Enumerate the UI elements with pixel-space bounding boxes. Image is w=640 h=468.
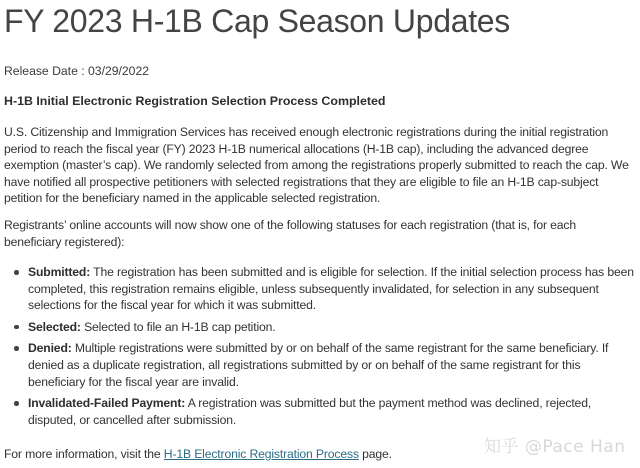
page-title: FY 2023 H-1B Cap Season Updates bbox=[4, 3, 510, 39]
more-info-line bbox=[4, 447, 392, 461]
status-description: Selected to file an H-1B cap petition. bbox=[80, 319, 276, 334]
bullet-icon bbox=[14, 346, 19, 351]
statuses-intro-paragraph: Registrants’ online accounts will now show one of the following statuses for each registration (that is, for each beneficiary registered): bbox=[4, 218, 576, 249]
watermark: 知乎 @Pace Han bbox=[484, 437, 626, 457]
bullet-icon bbox=[14, 325, 19, 330]
h1b-registration-process-link[interactable]: H-1B Electronic Registration Process bbox=[163, 447, 359, 461]
status-item-invalidated-failed-payment bbox=[4, 395, 636, 428]
status-description: The registration has been submitted and is eligible for selection. If the initial selection process has been completed, this registration remains eligible, unless subsequently invalidated, for selection in any subsequent selections for the fiscal year for which it was submitted. bbox=[28, 265, 634, 313]
release-date bbox=[4, 64, 149, 78]
status-description: Multiple registrations were submitted by or on behalf of the same registrant for the same beneficiary. If denied as a duplicate registration, all registrations submitted by or on behalf of the same registrant for this beneficiary for the fiscal year are invalid. bbox=[28, 341, 609, 389]
status-term: Submitted: bbox=[28, 265, 91, 279]
status-list bbox=[4, 264, 636, 433]
status-term: Invalidated-Failed Payment: bbox=[28, 396, 186, 411]
more-info-prefix: For more information, visit the bbox=[4, 447, 164, 461]
status-item-denied bbox=[4, 340, 636, 390]
status-term: Selected: bbox=[28, 319, 81, 334]
bullet-icon bbox=[14, 270, 19, 275]
release-date-value: 03/29/2022 bbox=[88, 64, 150, 78]
release-date-label: Release Date : bbox=[4, 64, 85, 78]
bullet-icon bbox=[14, 401, 19, 406]
status-term: Denied: bbox=[28, 341, 72, 356]
section-heading: H-1B Initial Electronic Registration Selection Process Completed bbox=[4, 94, 386, 108]
status-item-selected bbox=[4, 319, 636, 336]
more-info-suffix: page. bbox=[358, 447, 392, 461]
status-item-submitted bbox=[4, 264, 636, 314]
status-description: A registration was submitted but the payment method was declined, rejected, disputed, or cancelled after submission. bbox=[28, 396, 592, 427]
intro-paragraph: U.S. Citizenship and Immigration Services has received enough electronic registrations during the initial registration period to reach the fiscal year (FY) 2023 H-1B numerical allocations (H-1B cap), including the advanced degree exemption (master’s cap). We randomly selected from among the registrations properly submitted to reach the cap. We have notified all prospective petitioners with selected registrations that they are eligible to file an H-1B cap-subject petition for the beneficiary named in the applicable selected registration. bbox=[4, 125, 629, 206]
